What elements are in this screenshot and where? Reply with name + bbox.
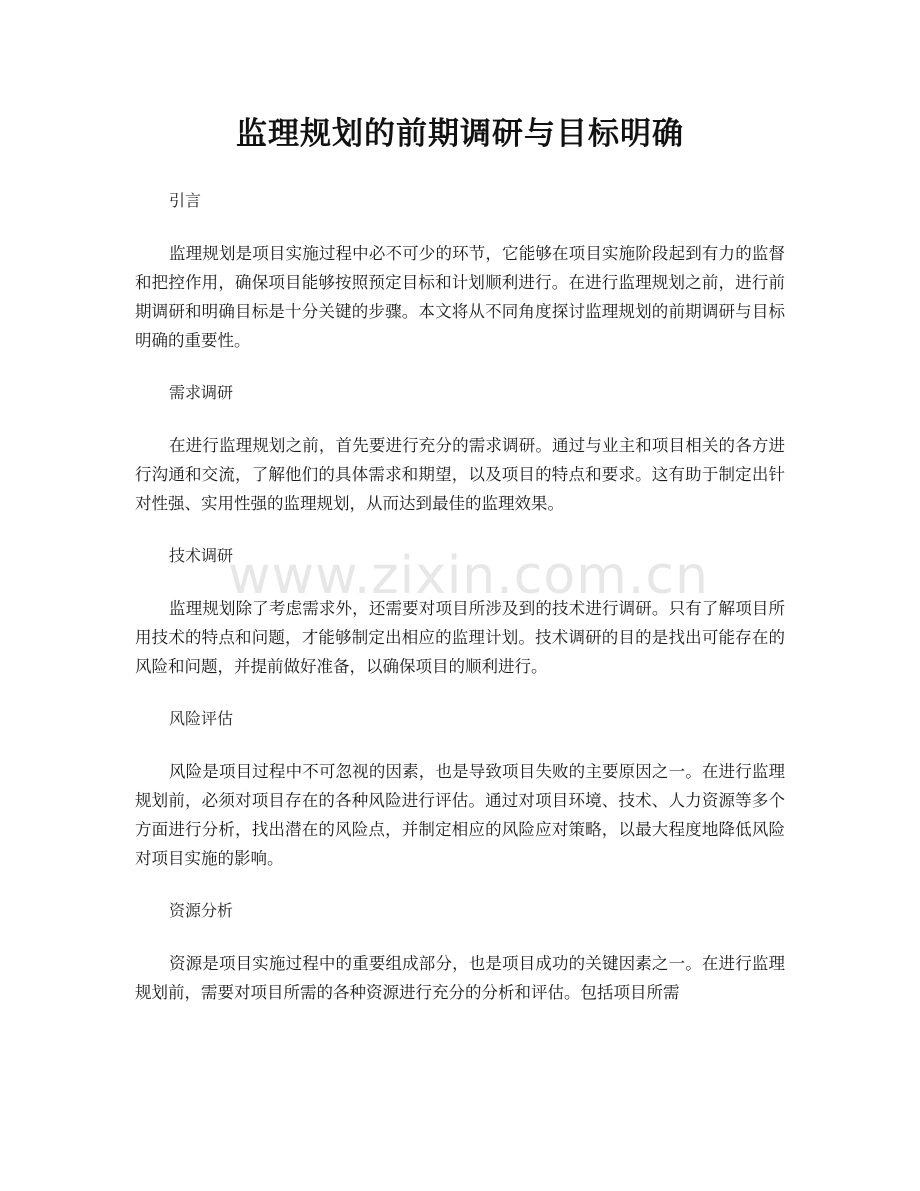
section-heading-resources: 资源分析 [169,901,234,920]
section-paragraph-resources: 资源是项目实施过程中的重要组成部分，也是项目成功的关键因素之一。在进行监理规划前，需要对项目所需的各种资源进行充分的分析和评估。包括项目所需 [135,954,785,1002]
section-heading-technology: 技术调研 [169,546,234,565]
section-paragraph-intro: 监理规划是项目实施过程中必不可少的环节，它能够在项目实施阶段起到有力的监督和把控作用，确保项目能够按照预定目标和计划顺利进行。在进行监理规划之前，进行前期调研和明确目标是十分关键的步骤。本文将从不同角度探讨监理规划的前期调研与目标明确的重要性。 [135,244,785,350]
section-paragraph-risk: 风险是项目过程中不可忽视的因素，也是导致项目失败的主要原因之一。在进行监理规划前，必须对项目存在的各种风险进行评估。通过对项目环境、技术、人力资源等多个方面进行分析，找出潜在的风险点，并制定相应的风险应对策略，以最大程度地降低风险对项目实施的影响。 [135,762,785,868]
document-body [135,186,785,1030]
watermark-text: www.zixin.com.cn [228,546,709,606]
section-paragraph-requirements: 在进行监理规划之前，首先要进行充分的需求调研。通过与业主和项目相关的各方进行沟通和交流，了解他们的具体需求和期望，以及项目的特点和要求。这有助于制定出针对性强、实用性强的监理规划，从而达到最佳的监理效果。 [135,436,785,513]
document-title: 监理规划的前期调研与目标明确 [236,116,684,152]
section-heading-risk: 风险评估 [169,709,234,728]
section-heading-requirements: 需求调研 [169,383,234,402]
section-paragraph-technology: 监理规划除了考虑需求外，还需要对项目所涉及到的技术进行调研。只有了解项目所用技术的特点和问题，才能够制定出相应的监理计划。技术调研的目的是找出可能存在的风险和问题，并提前做好准备，以确保项目的顺利进行。 [135,599,785,676]
section-heading-intro: 引言 [169,191,202,210]
